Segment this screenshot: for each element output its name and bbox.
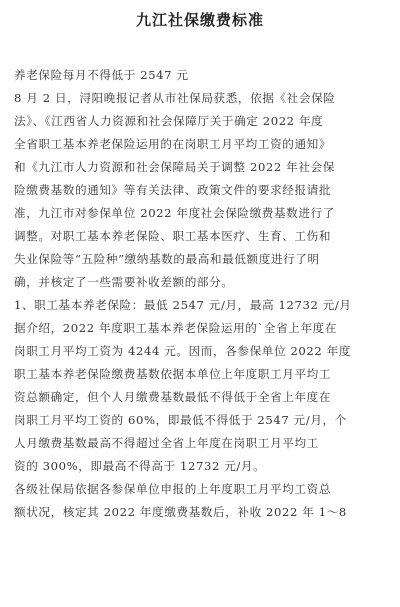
intro-paragraph (14, 87, 386, 294)
text-line: 职工基本养老保险缴费基数依据本单位上年度职工月平均工 (14, 367, 332, 381)
text-line: 法》、《江西省人力资源和社会保障厅关于确定 2022 年度 (14, 114, 324, 128)
text-line: 和《九江市人力资源和社会保障局关于调整 2022 年社会保 (14, 160, 335, 174)
text-line: 额状况，核定其 2022 年度缴费基数后，补收 2022 年 1～8 (14, 505, 347, 519)
text-line: 岗职工月平均工资的 60%，即最低不得低于 2547 元/月，个 (14, 413, 347, 427)
text-line: 调整。对职工基本养老保险、职工基本医疗、生育、工伤和 (14, 229, 332, 243)
text-line: 人月缴费基数最高不得超过全省上年度在岗职工月平均工 (14, 436, 319, 450)
headline-paragraph (14, 64, 386, 87)
text-line: 资的 300%，即最高不得高于 12732 元/月。 (14, 459, 266, 473)
pension-paragraph (14, 294, 386, 478)
document-title: 九江社保缴费标准 (135, 11, 264, 29)
text-line: 失业保险等“五险种”缴纳基数的最高和最低额度进行了明 (14, 252, 320, 266)
text-line: 岗职工月平均工资为 4244 元。因而，各参保单位 2022 年度 (14, 344, 352, 358)
text-line: 各级社保局依据各参保单位申报的上年度职工月平均工资总 (14, 482, 332, 496)
text-line: 全省职工基本养老保险运用的在岗职工月平均工资的通知》 (14, 137, 332, 151)
text-line: 8 月 2 日，浔阳晚报记者从市社保局获悉，依据《社会保险 (14, 91, 336, 105)
text-line: 确，并核定了一些需要补收差额的部分。 (14, 275, 234, 289)
verification-paragraph (14, 478, 386, 524)
text-line: 准，九江市对参保单位 2022 年度社会保险缴费基数进行了 (14, 206, 335, 220)
text-line: 险缴费基数的通知》等有关法律、政策文件的要求经报请批 (14, 183, 332, 197)
text-line: 资总额确定，但个人月缴费基数最低不得低于全省上年度在 (14, 390, 332, 404)
text-line: 养老保险每月不得低于 2547 元 (14, 68, 189, 82)
section-heading-line: 1、职工基本养老保险：最低 2547 元/月，最高 12732 元/月 (14, 298, 352, 312)
text-line: 据介绍，2022 年度职工基本养老保险运用的`全省上年度在 (14, 321, 338, 335)
